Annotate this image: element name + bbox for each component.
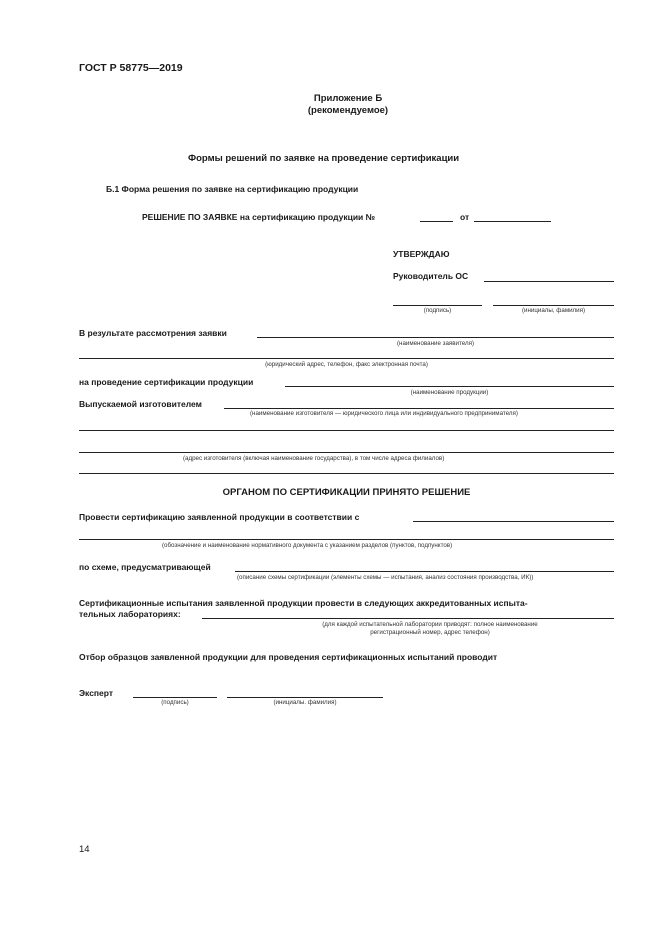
- applicant-line: [257, 337, 614, 338]
- decision-number-line: [420, 221, 453, 222]
- decision-date-line: [474, 221, 551, 222]
- head-label: Руководитель ОС: [393, 271, 469, 281]
- manufacturer-address-caption: (адрес изготовителя (включая наименование государства), в том числе адреса филиалов): [183, 455, 445, 462]
- decision-date-label: от: [460, 212, 470, 222]
- approval-name-line: [493, 305, 614, 306]
- appendix-note: (рекомендуемое): [307, 105, 389, 116]
- approval-name-caption: (инициалы, фамилия): [521, 307, 586, 314]
- expert-signature-line: [133, 697, 217, 698]
- manufacturer-extra-line: [79, 430, 614, 431]
- head-line: [484, 281, 614, 282]
- review-label: В результате рассмотрения заявки: [79, 328, 227, 338]
- standard-number: ГОСТ Р 58775—2019: [79, 62, 183, 74]
- decision-heading: ОРГАНОМ ПО СЕРТИФИКАЦИИ ПРИНЯТО РЕШЕНИЕ: [222, 487, 471, 498]
- page-number: 14: [79, 844, 90, 855]
- lab-line: [202, 618, 614, 619]
- expert-name-line: [227, 697, 383, 698]
- tests-line-1: Сертификационные испытания заявленной продукции провести в следующих аккредитованных испыта-: [79, 598, 528, 608]
- normative-line-2: [79, 539, 614, 540]
- normative-caption: (обозначение и наименование нормативного документа с указанием разделов (пунктов, подпунктов): [162, 542, 453, 549]
- approval-signature-line: [393, 305, 482, 306]
- product-caption: (наименование продукции): [410, 389, 489, 396]
- applicant-caption: (наименование заявителя): [396, 340, 474, 347]
- sampling-label: Отбор образцов заявленной продукции для проведения сертификационных испытаний проводит: [79, 652, 498, 662]
- manufacturer-address-line: [79, 452, 614, 453]
- manufacturer-caption: (наименование изготовителя — юридического лица или индивидуального предпринимателя): [250, 410, 518, 417]
- scheme-label: по схеме, предусматривающей: [79, 562, 211, 572]
- normative-line: [413, 521, 614, 522]
- address-caption: (юридический адрес, телефон, факс электронная почта): [265, 361, 428, 368]
- scheme-caption: (описание схемы сертификации (элементы схемы — испытания, анализ состояния производства, ИК)): [237, 574, 534, 581]
- tests-line-2: тельных лабораториях:: [79, 609, 181, 619]
- manufacturer-line: [224, 408, 614, 409]
- subsection-title: Б.1 Форма решения по заявке на сертификацию продукции: [106, 184, 359, 194]
- lab-caption-1: (для каждой испытательной лаборатории приводят: полное наименование: [322, 621, 538, 628]
- section-title: Формы решений по заявке на проведение сертификации: [188, 153, 460, 164]
- expert-signature-caption: (подпись): [161, 699, 189, 706]
- manufacturer-address-line-2: [79, 473, 614, 474]
- decision-title: РЕШЕНИЕ ПО ЗАЯВКЕ на сертификацию продукции №: [142, 212, 376, 222]
- manufacturer-label: Выпускаемой изготовителем: [79, 399, 202, 409]
- appendix-title: Приложение Б: [313, 93, 383, 104]
- applicant-address-line: [79, 358, 614, 359]
- approval-signature-caption: (подпись): [423, 307, 452, 314]
- scheme-line: [235, 571, 614, 572]
- expert-name-caption: (инициалы. фамилия): [273, 699, 337, 706]
- expert-label: Эксперт: [79, 688, 114, 698]
- approve-label: УТВЕРЖДАЮ: [393, 249, 450, 259]
- certification-label: на проведение сертификации продукции: [79, 377, 254, 387]
- lab-caption-2: регистрационный номер, адрес телефон): [370, 629, 490, 636]
- product-line: [285, 386, 614, 387]
- conduct-label: Провести сертификацию заявленной продукции в соответствии с: [79, 512, 360, 522]
